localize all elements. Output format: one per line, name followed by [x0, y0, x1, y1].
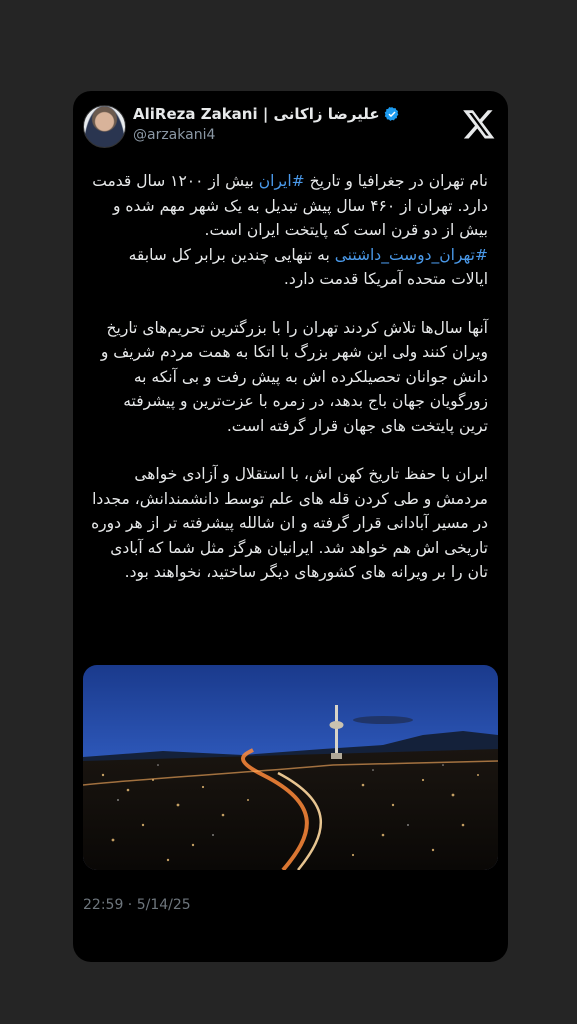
tweet-paragraph-2: آنها سال‌ها تلاش کردند تهران را با بزرگترین تحریم‌های تاریخ ویران کنند ولی این شهر بزرگ با اتکا به همت مردم شریف و دانش جوانان تحصیلکرده اش به پیش رفت و بی آنکه به زورگویان جهان باج بدهد، در زمره با عزت‌ترین و پیشرفته ترین پایتخت های جهان قرار گرفته است. — [100, 318, 488, 435]
avatar[interactable] — [83, 105, 126, 148]
tweet-card — [73, 91, 508, 962]
tweet-paragraph-1 — [91, 169, 488, 292]
tweet-text-segment: بیش از ۱۲۰۰ سال قدمت دارد. تهران از ۴۶۰ سال پیش تبدیل به یک شهر مهم شده و بیش از دو قرن است که پایتخت ایران است. — [92, 172, 488, 239]
tweet-header — [83, 103, 498, 149]
hashtag-iran[interactable]: #ایران — [258, 172, 305, 190]
tweet-paragraph-3: ایران با حفظ تاریخ کهن اش، با استقلال و آزادی خواهی مردمش و طی کردن قله های علم توسط دانشمندانش، مجددا در مسیر آبادانی قرار گرفته و ان شالله پیشرفته تر از هر دوره تاریخی اش هم خواهد شد. ایرانیان هرگز مثل شما که آبادی تان را بر ویرانه های کشورهای دیگر ساختید، نخواهند بود. — [91, 465, 488, 581]
tehran-night-photo — [83, 665, 498, 870]
verified-badge-icon — [384, 106, 400, 122]
display-name[interactable]: AliReza Zakani | علیرضا زاکانی — [133, 105, 380, 123]
tweet-timestamp[interactable]: 22:59 · 5/14/25 — [83, 897, 191, 913]
author-name-row[interactable] — [133, 105, 400, 123]
hashtag-tehran[interactable]: #تهران_دوست_داشتنی — [334, 245, 488, 264]
x-logo-icon[interactable] — [462, 107, 496, 141]
tweet-image[interactable] — [83, 665, 498, 870]
tweet-text-segment: به تنهایی چندین برابر کل سابقه ایالات متحده آمریکا قدمت دارد. — [128, 245, 488, 288]
handle[interactable]: @arzakani4 — [133, 127, 216, 143]
tweet-text — [91, 169, 488, 585]
tweet-text-segment: نام تهران در جغرافیا و تاریخ — [304, 172, 488, 190]
